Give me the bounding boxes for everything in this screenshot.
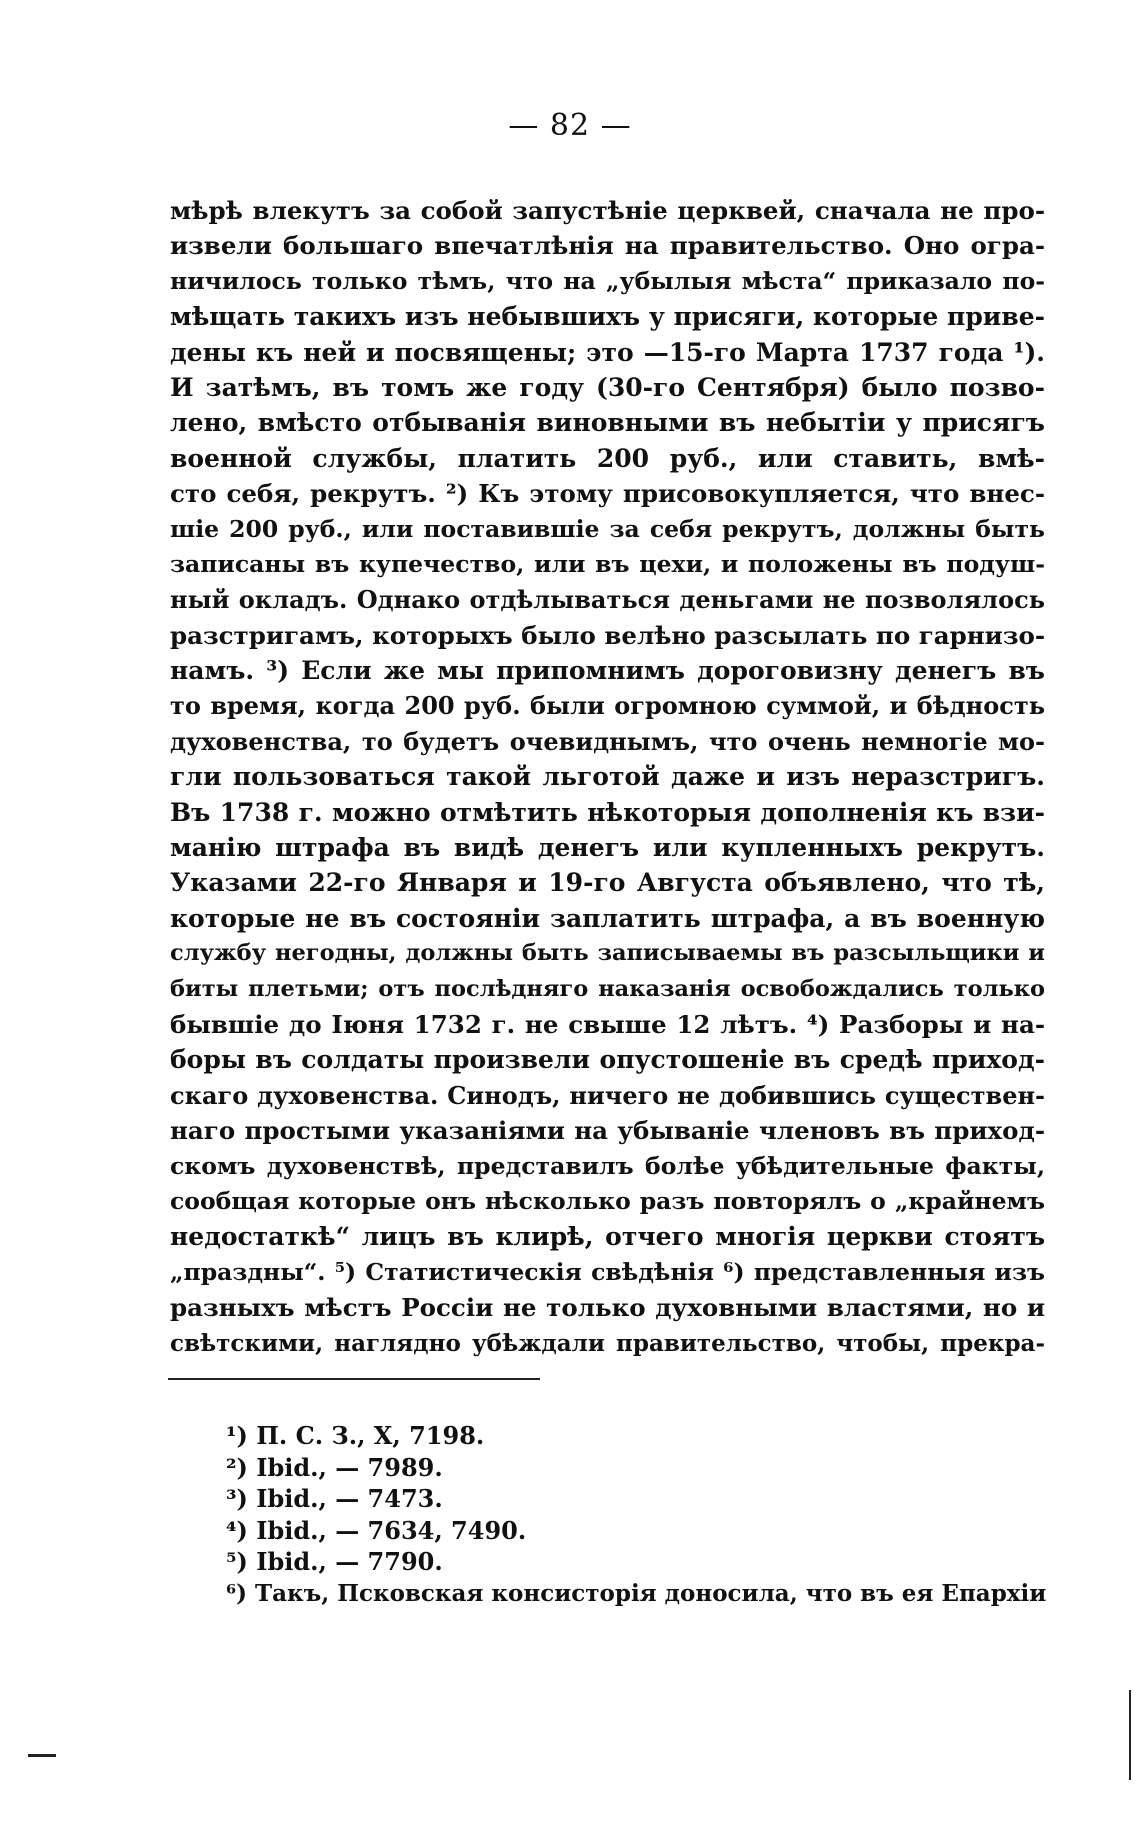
text-line: ный окладъ. Однако отдѣлываться деньгами не позволялось bbox=[170, 585, 1045, 615]
text-line: Указами 22-го Января и 19-го Августа объявлено, что тѣ, bbox=[170, 868, 1045, 898]
text-line: сообщая которые онъ нѣсколько разъ повторялъ о „крайнемъ bbox=[170, 1186, 1045, 1215]
text-line: дены къ ней и посвящены; это —15-го Марта 1737 года ¹). bbox=[170, 337, 1045, 367]
text-line: военной службы, платить 200 руб., или ставить, вмѣ- bbox=[170, 443, 1045, 473]
text-line: намъ. ³) Если же мы припомнимъ дороговизну денегъ въ bbox=[170, 656, 1045, 686]
footnotes bbox=[226, 1420, 1046, 1609]
text-line: разныхъ мѣстъ Россіи не только духовными властями, но и bbox=[170, 1293, 1045, 1323]
body-text bbox=[170, 193, 1045, 1361]
page-number: — 82 — bbox=[508, 108, 632, 143]
text-line: недостаткѣ“ лицъ въ клирѣ, отчего многія церкви стоятъ bbox=[170, 1222, 1045, 1252]
footnote: ²) Ibid., — 7989. bbox=[226, 1452, 443, 1482]
footnote: ⁶) Такъ, Псковская консисторія доносила, что въ ея Епархіи bbox=[226, 1579, 1047, 1607]
text-line: духовенства, то будетъ очевиднымъ, что очень немногіе мо- bbox=[170, 726, 1045, 756]
footnote: ³) Ibid., — 7473. bbox=[226, 1484, 443, 1513]
footnote: ⁴) Ibid., — 7634, 7490. bbox=[226, 1515, 527, 1545]
text-line: гли пользоваться такой льготой даже и изъ неразстригъ. bbox=[170, 762, 1045, 792]
text-line: то время, когда 200 руб. были огромною суммой, и бѣдность bbox=[170, 691, 1045, 721]
text-line: „праздны“. ⁵) Статистическія свѣдѣнія ⁶) представленныя изъ bbox=[170, 1257, 1045, 1286]
text-line: И затѣмъ, въ томъ же году (30-го Сентября) было позво- bbox=[170, 372, 1045, 402]
text-line: службу негодны, должны быть записываемы въ разсыльщики и bbox=[170, 940, 1045, 967]
text-line: мѣрѣ влекутъ за собой запустѣніе церквей, сначала не про- bbox=[170, 196, 1045, 225]
footnote: ⁵) Ibid., — 7790. bbox=[226, 1547, 443, 1576]
text-line: извели большаго впечатлѣнія на правительство. Оно огра- bbox=[170, 231, 1045, 261]
text-line: записаны въ купечество, или въ цехи, и положены въ подуш- bbox=[170, 549, 1045, 578]
text-line: ничилось только тѣмъ, что на „убылыя мѣста“ приказало по- bbox=[170, 266, 1045, 295]
footnote-divider bbox=[168, 1378, 540, 1380]
text-line: лено, вмѣсто отбыванія виновными въ небытіи у присягъ bbox=[170, 408, 1045, 438]
text-line: свѣтскими, наглядно убѣждали правительство, чтобы, прекра- bbox=[170, 1329, 1045, 1357]
text-line: которые не въ состояніи заплатить штрафа, а въ военную bbox=[170, 903, 1045, 933]
text-line: скаго духовенства. Синодъ, ничего не добившись существен- bbox=[170, 1080, 1045, 1110]
scan-edge-mark bbox=[1129, 1690, 1131, 1780]
text-line: шіе 200 руб., или поставившіе за себя рекрутъ, должны быть bbox=[170, 514, 1045, 543]
text-line: Въ 1738 г. можно отмѣтить нѣкоторыя дополненія къ взи- bbox=[170, 797, 1045, 827]
text-line: скомъ духовенствѣ, представилъ болѣе убѣдительные факты, bbox=[170, 1151, 1045, 1180]
text-line: сто себя, рекрутъ. ²) Къ этому присовокупляется, что внес- bbox=[170, 479, 1045, 509]
footnote: ¹) П. С. З., X, 7198. bbox=[226, 1421, 485, 1450]
text-line: биты плетьми; отъ послѣдняго наказанія освобождались только bbox=[170, 975, 1045, 1002]
text-line: боры въ солдаты произвели опустошеніе въ средѣ приход- bbox=[170, 1045, 1045, 1075]
text-line: манію штрафа въ видѣ денегъ или купленныхъ рекрутъ. bbox=[170, 833, 1045, 863]
text-line: наго простыми указаніями на убываніе членовъ въ приход- bbox=[170, 1116, 1045, 1146]
text-line: разстригамъ, которыхъ было велѣно разсылать по гарнизо- bbox=[170, 620, 1045, 650]
scan-edge-mark bbox=[28, 1754, 56, 1757]
text-line: бывшіе до Іюня 1732 г. не свыше 12 лѣтъ. ⁴) Разборы и на- bbox=[170, 1009, 1045, 1039]
text-line: мѣщать такихъ изъ небывшихъ у присяги, которые приве- bbox=[170, 302, 1045, 332]
